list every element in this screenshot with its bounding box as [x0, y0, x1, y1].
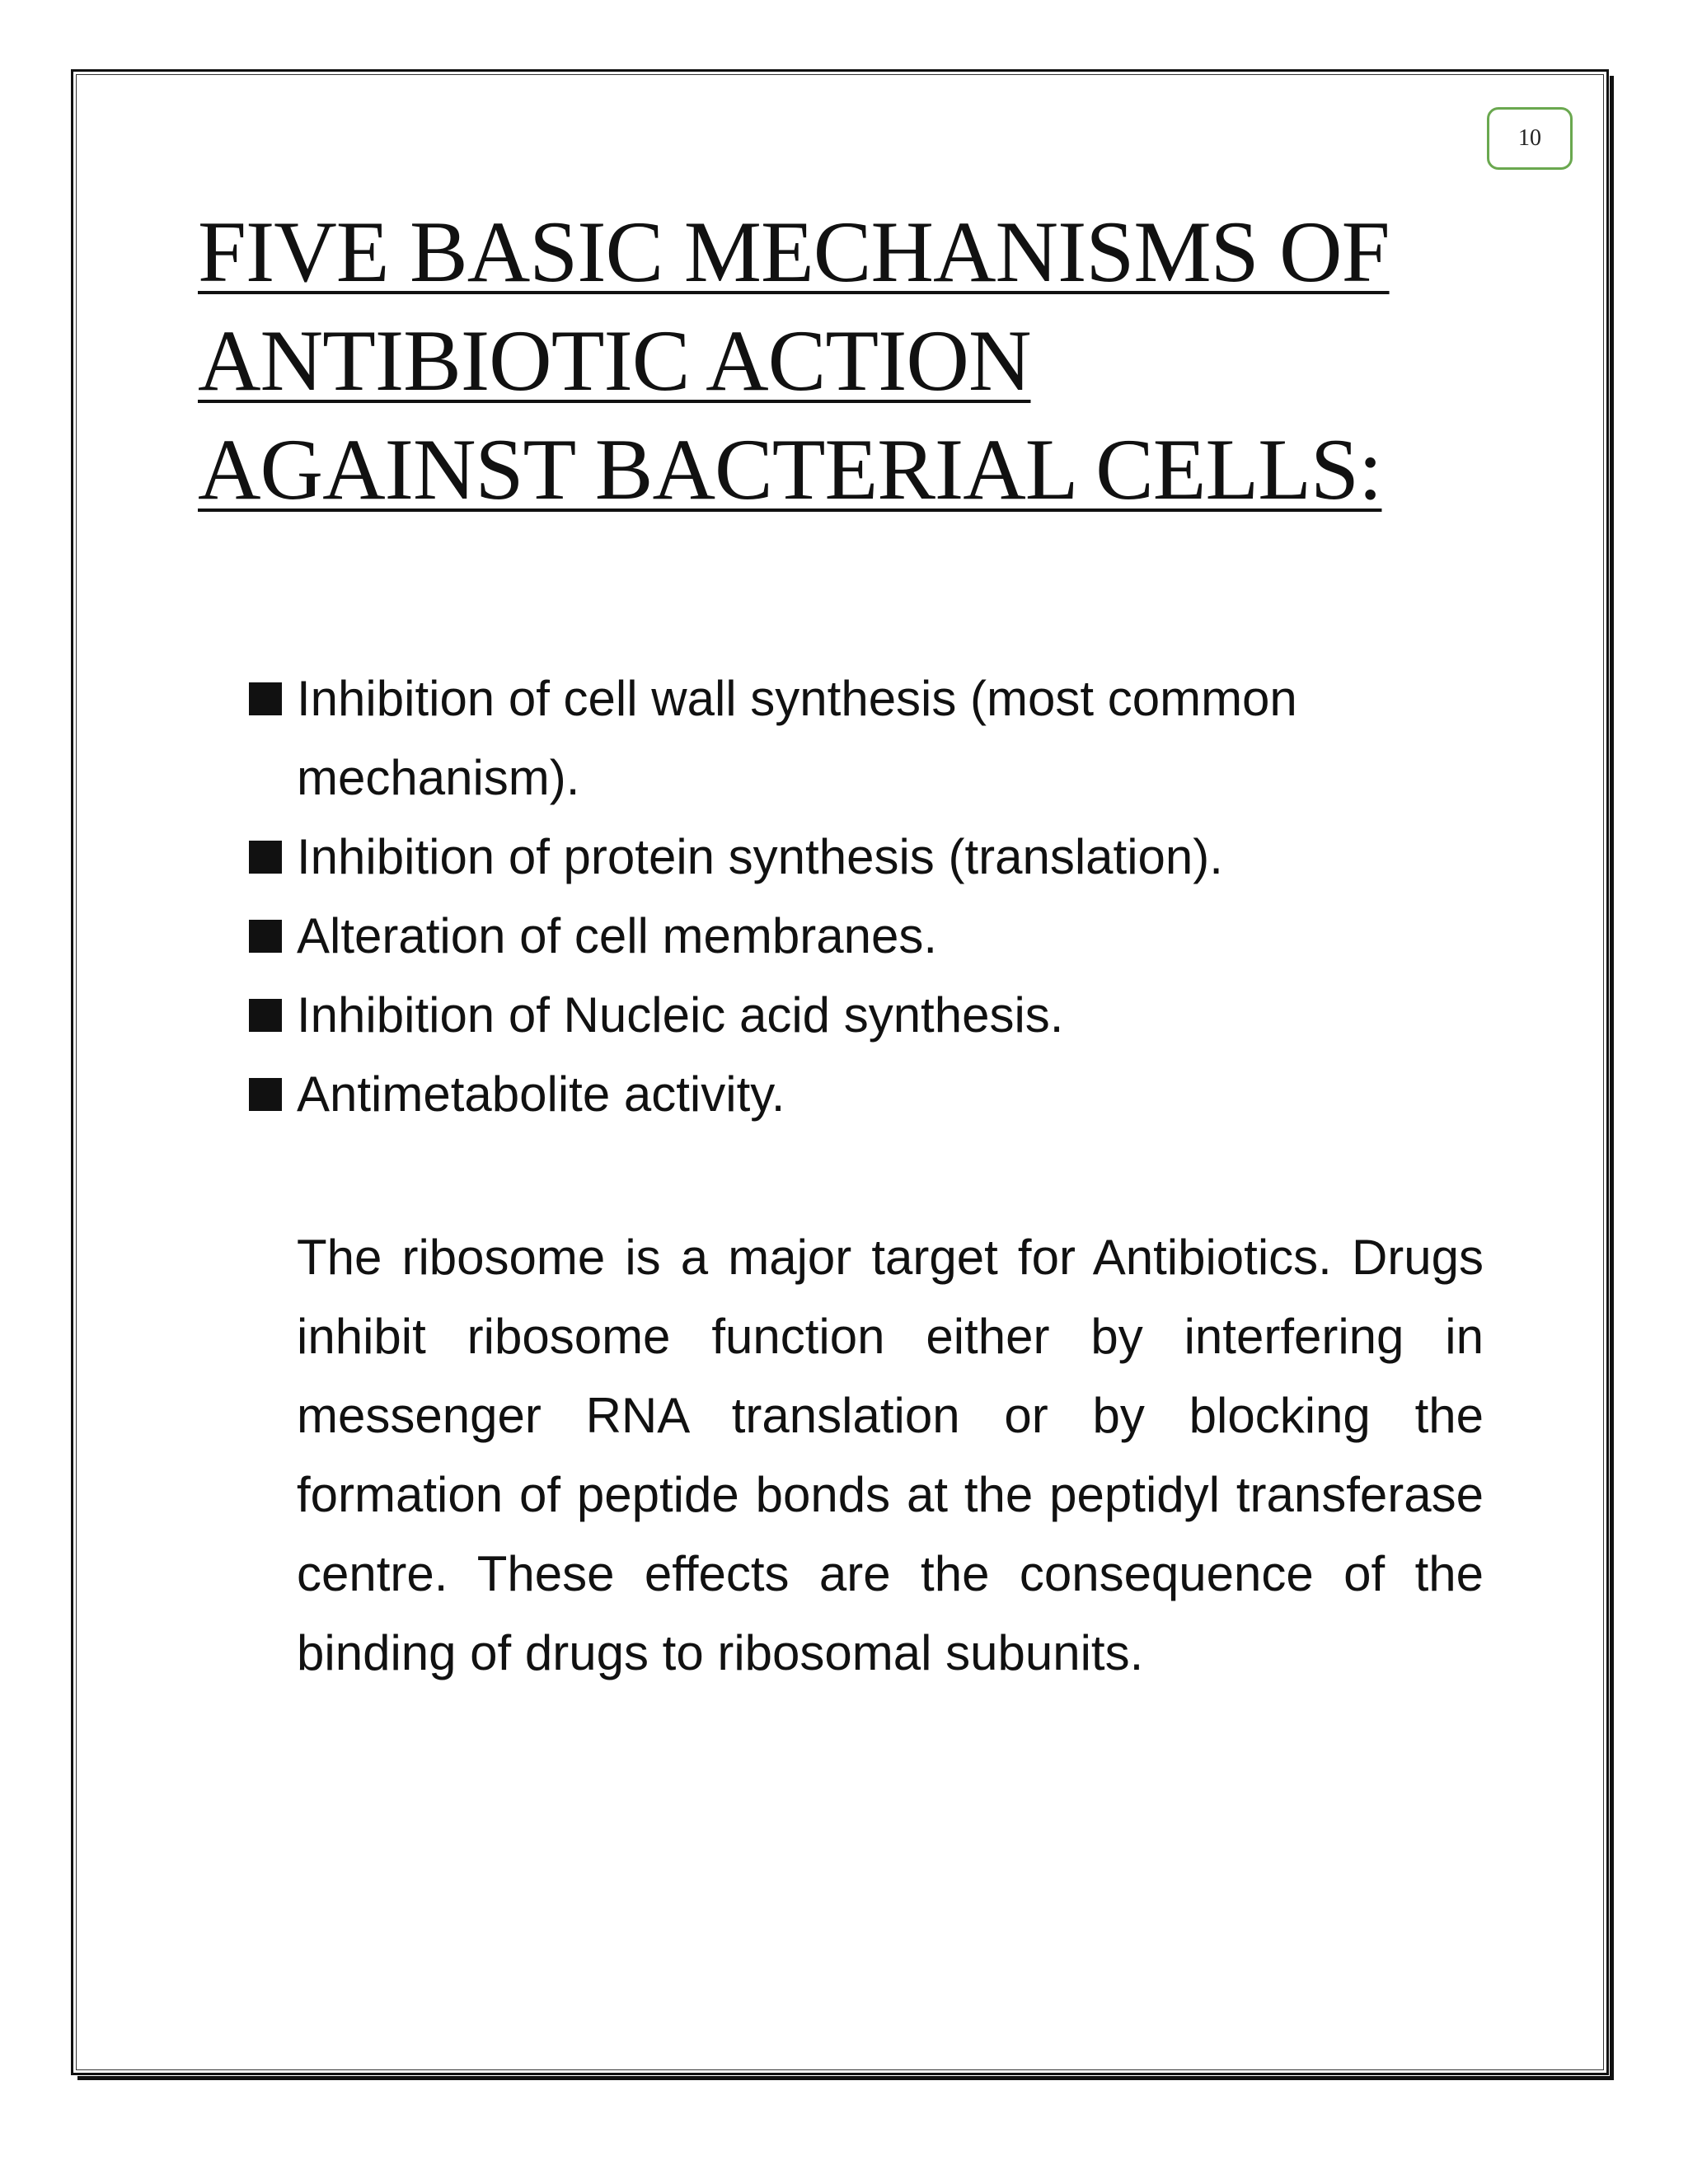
- list-item-text: Alteration of cell membranes.: [297, 908, 938, 963]
- title-line: [198, 198, 1484, 307]
- title-line-text: FIVE BASIC MECHANISMS OF: [198, 204, 1390, 300]
- list-item-text: Antimetabolite activity.: [297, 1066, 785, 1122]
- square-bullet-icon: [249, 1078, 282, 1111]
- list-item: [249, 818, 1485, 897]
- list-item: [249, 1055, 1485, 1134]
- title-line: [198, 307, 1484, 415]
- square-bullet-icon: [249, 841, 282, 874]
- list-item: [249, 897, 1485, 976]
- mechanisms-list: [249, 659, 1485, 1134]
- list-item: [249, 976, 1485, 1055]
- body-paragraph: The ribosome is a major target for Antibiotics. Drugs inhibit ribosome function either by interfering in messenger RNA translation or by blocking the formation of peptide bonds at the peptidyl transferase centre. These effects are the consequence of the binding of drugs to ribosomal subunits.: [297, 1230, 1484, 1680]
- list-item: [249, 659, 1485, 818]
- title-line-text: ANTIBIOTIC ACTION: [198, 312, 1031, 409]
- page-title: [198, 198, 1484, 524]
- page-number: 10: [1487, 107, 1573, 170]
- square-bullet-icon: [249, 920, 282, 953]
- title-line-text: AGAINST BACTERIAL CELLS:: [198, 421, 1382, 518]
- square-bullet-icon: [249, 999, 282, 1032]
- list-item-text: Inhibition of cell wall synthesis (most common mechanism).: [297, 671, 1297, 805]
- list-item-text: Inhibition of protein synthesis (translation).: [297, 829, 1223, 884]
- list-item-text: Inhibition of Nucleic acid synthesis.: [297, 987, 1064, 1043]
- title-line: [198, 415, 1484, 524]
- square-bullet-icon: [249, 682, 282, 715]
